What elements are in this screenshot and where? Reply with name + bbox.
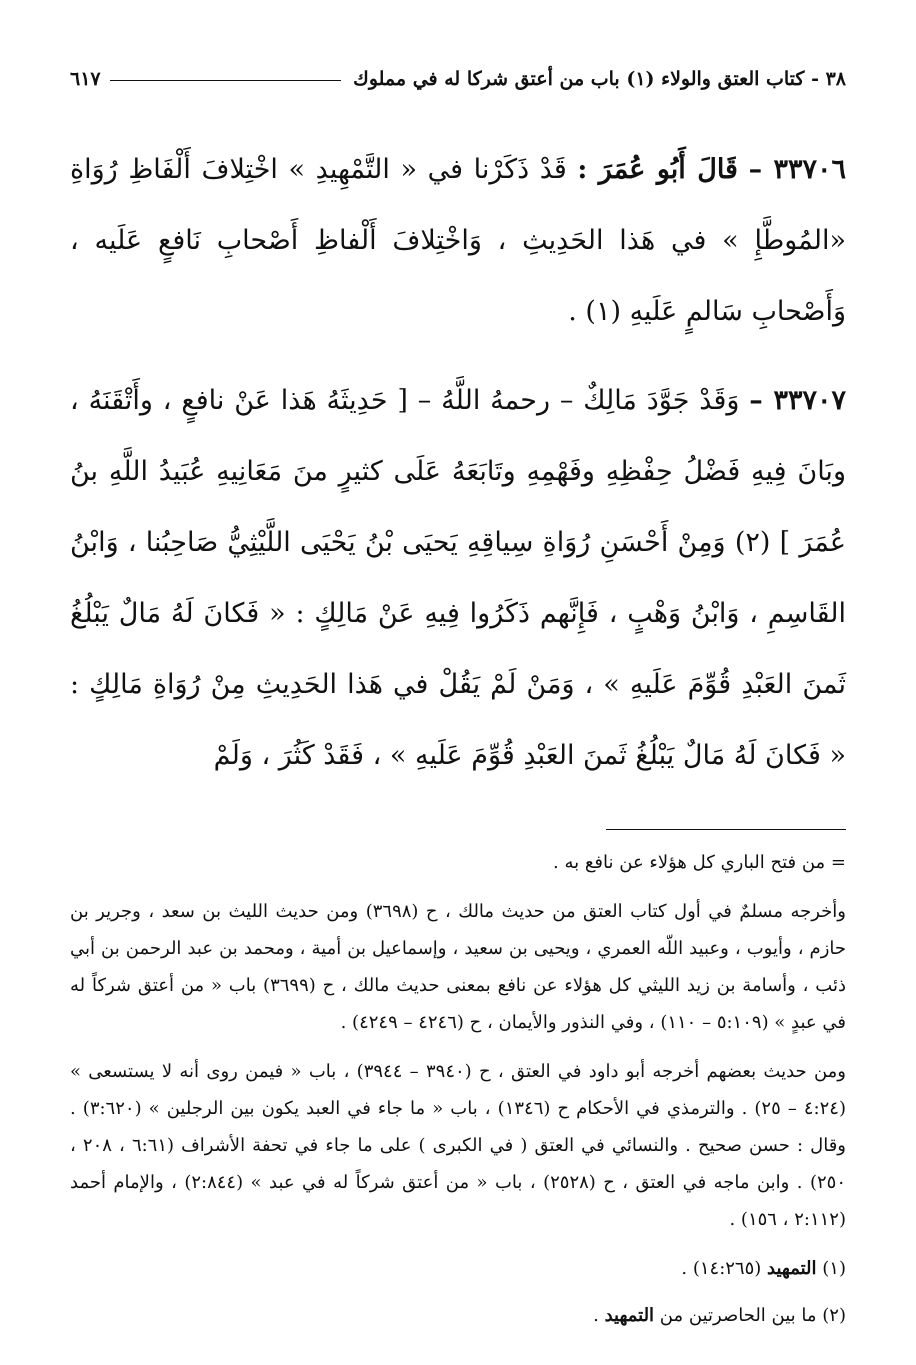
footnote-1 [70,1250,846,1287]
paragraph-33706 [70,134,846,347]
header-rule [110,80,341,81]
footnote-marker: (٢) [822,1305,846,1326]
footnote-text: (١٤:٢٦٥) . [681,1258,762,1279]
speaker-label: قَالَ أَبُو عُمَرَ : [577,154,738,185]
paragraph-33707 [70,365,846,791]
main-text [70,134,846,791]
footnote-source: التمهيد [604,1305,655,1326]
footnotes-area [70,844,846,1334]
footnote-2 [70,1297,846,1334]
paragraph-text: وَقَدْ جَوَّدَ مَالِكٌ – رحمهُ اللَّهُ – [ حَدِيثَهُ هَذا عَنْ نافعٍ ، وأَتْقَنَهُ ، وبَانَ فِيهِ فَضْلُ حِفْظِهِ وفَهْمِهِ وتَابَعَهُ عَلَى كثيرٍ منَ مَعَانِيهِ عُبَيدُ اللَّهِ بنُ عُمَرَ ] (٢) وَمِنْ أَحْسَنِ رُوَاةِ سِياقِهِ يَحيَى بْنُ يَحْيَى اللَّيْثِيُّ صَاحِبُنا ، وَابْنُ القَاسِمِ ، وَابْنُ وَهْبٍ ، فَإِنَّهم ذَكَرُوا فِيهِ عَنْ مَالِكٍ : « فَكانَ لَهُ مَالٌ يَبْلُغُ ثَمنَ العَبْدِ قُوِّمَ عَلَيهِ » ، وَمَنْ لَمْ يَقُلْ في هَذا الحَدِيثِ مِنْ رُوَاةِ مَالِكٍ : « فَكانَ لَهُ مَالٌ يَبْلُغُ ثَمنَ العَبْدِ قُوِّمَ عَلَيهِ » ، فَقَدْ كَثُرَ ، وَلَمْ [70,385,846,771]
footnote-end: . [593,1305,599,1326]
running-head [70,58,846,98]
note-sunan: ومن حديث بعضهم أخرجه أبو داود في العتق ، ح (٣٩٤٠ – ٣٩٤٤) ، باب « فيمن روى أنه لا يستسعى » (٤:٢٤ – ٢٥) . والترمذي في الأحكام ح (١٣٤٦) ، باب « ما جاء في العبد يكون بين الرجلين » (٣:٦٢٠) . وقال : حسن صحيح . والنسائي في العتق ( في الكبرى ) على ما جاء في تحفة الأشراف (٦:٦١ ، ٢٠٨ ، ٢٥٠) . وابن ماجه في العتق ، ح (٢٥٢٨) ، باب « من أعتق شركاً له في عبد » (٢:٨٤٤) ، والإمام أحمد (٢:١١٢ ، ١٥٦) . [70,1061,847,1230]
paragraph-number: ٣٣٧٠٧ – [749,385,846,416]
footnote-source: التمهيد [767,1258,817,1279]
footnote-marker: (١) [822,1258,846,1279]
page-number: ٦١٧ [70,68,101,90]
paragraph-number: ٣٣٧٠٦ – [748,154,847,185]
running-head-title: ٣٨ - كتاب العتق والولاء (١) باب من أعتق شركا له في مملوك [353,68,846,90]
footnote-text: ما بين الحاصرتين من [659,1305,817,1326]
paragraph-text: قَدْ ذَكَرْنا في « التَّمْهِيدِ » اخْتِلافَ أَلْفَاظِ رُوَاةِ «المُوطَّإِ » في هَذا الحَدِيثِ ، وَاخْتِلافَ أَلْفاظِ أَصْحابِ نَافعٍ عَلَيه ، وَأَصْحابِ سَالمٍ عَلَيهِ (١) . [70,154,846,327]
footnote-separator [606,829,846,830]
note-continuation: = من فتح الباري كل هؤلاء عن نافع به . [553,852,846,873]
book-page [70,58,846,1344]
note-muslim: وأخرجه مسلمٌ في أول كتاب العتق من حديث مالك ، ح (٣٦٩٨) ومن حديث الليث بن سعد ، وجرير بن حازم ، وأيوب ، وعبيد اللّه العمري ، ويحيى بن سعيد ، وإسماعيل بن أمية ، ومحمد بن عبد الرحمن بن أبي ذئب ، وأسامة بن زيد الليثي كل هؤلاء عن نافع بمعنى حديث مالك ، ح (٣٦٩٩) باب « من أعتق شركاً له في عبدٍ » (٥:١٠٩ – ١١٠) ، وفي النذور والأيمان ، ح (٤٢٤٦ – ٤٢٤٩) . [70,901,846,1033]
